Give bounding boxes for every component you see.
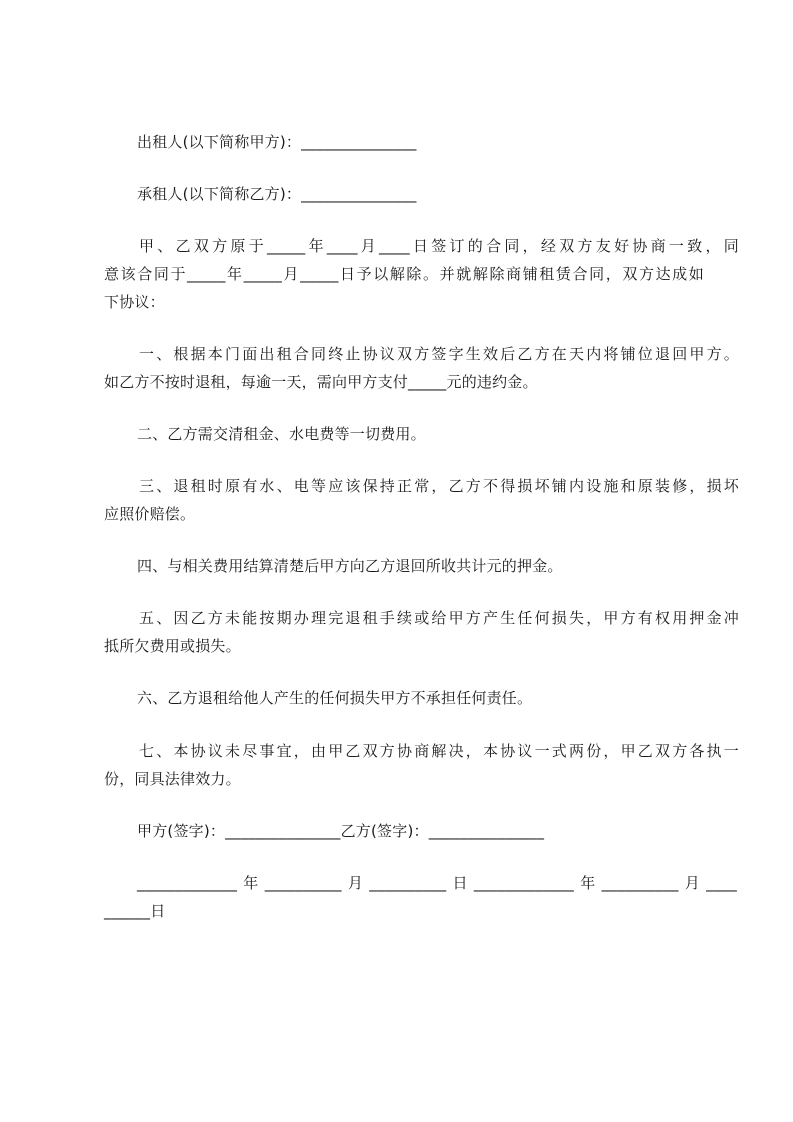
clause-2: 二、乙方需交清租金、水电费等一切费用。	[137, 425, 426, 443]
clause-1-line-1: 一、根据本门面出租合同终止协议双方签字生效后乙方在天内将铺位退回甲方。	[139, 345, 739, 363]
clause-5-line-1: 五、因乙方未能按期办理完退租手续或给甲方产生任何损失，甲方有权用押金冲	[139, 609, 739, 627]
signature-line: 甲方(签字)：_______________乙方(签字)：_______________	[137, 822, 545, 840]
clause-1-line-2: 如乙方不按时退租，每逾一天，需向甲方支付_____元的违约金。	[104, 373, 538, 391]
intro-line-3: 下协议：	[104, 293, 165, 311]
clause-4: 四、与相关费用结算清楚后甲方向乙方退回所收共计元的押金。	[137, 557, 563, 575]
lessee-line: 承租人(以下简称乙方)：_______________	[137, 185, 417, 203]
clause-7-line-1: 七、本协议未尽事宜，由甲乙双方协商解决，本协议一式两份，甲乙双方各执一	[139, 742, 739, 760]
clause-3-line-1: 三、退租时原有水、电等应该保持正常，乙方不得损坏铺内设施和原装修，损坏	[139, 477, 739, 495]
clause-3-line-2: 应照价赔偿。	[104, 505, 196, 523]
intro-line-1: 甲、乙双方原于_____年____月____日签订的合同，经双方友好协商一致，同	[139, 237, 739, 255]
date-line-1: _____________年__________月__________日_____________年__________月____	[137, 874, 737, 892]
intro-line-2: 意该合同于_____年_____月_____日予以解除。并就解除商铺租赁合同，双方达成如	[104, 265, 704, 283]
clause-7-line-2: 份，同具法律效力。	[104, 770, 241, 788]
clause-5-line-2: 抵所欠费用或损失。	[104, 637, 241, 655]
clause-6: 六、乙方退租给他人产生的任何损失甲方不承担任何责任。	[137, 689, 533, 707]
date-line-2: ______日	[104, 902, 166, 920]
lessor-line: 出租人(以下简称甲方)：_______________	[137, 133, 417, 151]
